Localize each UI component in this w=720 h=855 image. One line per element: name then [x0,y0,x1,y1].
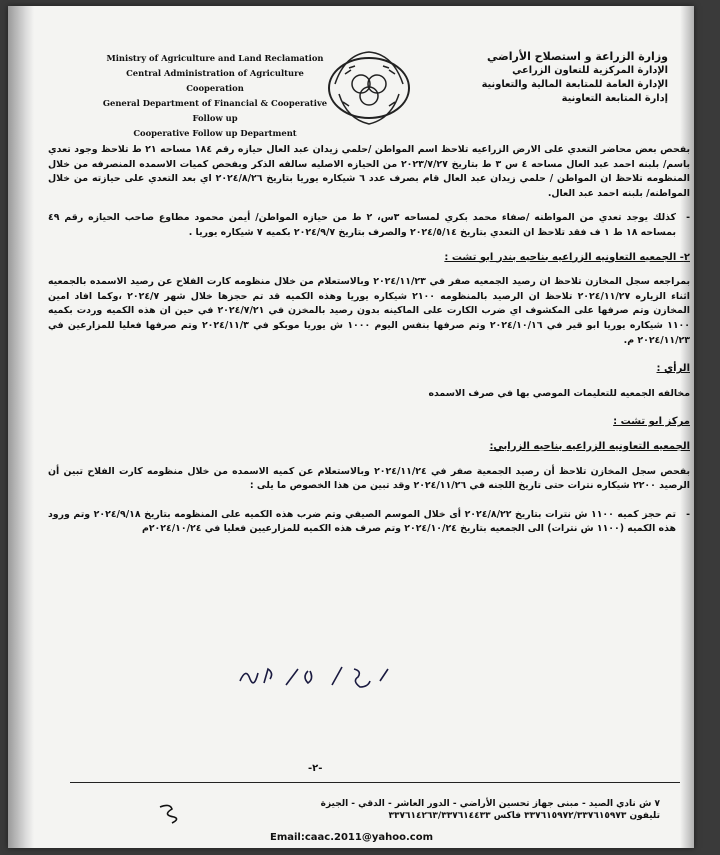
document-page [8,6,694,848]
handwritten-annotation [236,663,396,689]
paragraph-violation-2: كذلك يوجد تعدي من المواطنه /صفاء محمد بكري لمساحه ٣س، ٢ ط من حيازه المواطن/ أيمن محمود مطاوع صاحب الحيازه رقم ٤٩ بمساحه ١٨ ط ١ ف فقد تلاحظ ان التعدي بتاريخ ٢٠٢٤/٥/١٤ والصرف بتاريخ ٢٠٢٤/٩/٧ بكميه ٧ شيكاره يوريا . [48,212,677,238]
header-english [100,51,330,141]
footer-address: ٧ ش نادي الصيد - مبنى جهاز تحسين الأراضي - الدور العاشر - الدقي - الجيزة [320,799,660,809]
footer-email[interactable] [266,832,433,843]
header-ar-line: وزارة الزراعة و استصلاح الأراضي [487,50,668,63]
header-en-line: Central Administration of Agriculture Cooperation [126,68,304,93]
email-label: Email: [270,832,305,843]
signature-mark [156,801,182,827]
opinion-heading: الرأي : [656,363,690,375]
footer-phones: تليفون ٣٣٧٦١٥٩٧٢/٣٣٧٦١٥٩٧٣ فاكس ٣٣٧٦١٤٢٦٣/٣٣٧٦١٤٤٣٣ [388,811,660,821]
header-arabic [458,50,668,106]
section-heading-zarabi: الجمعيه التعاونيه الزراعيه بناحيه الزرابي: [489,440,690,452]
header-en-line: General Department of Financial & Cooperative Follow up [102,98,328,123]
paragraph-abu-tesht: بمراجعه سجل المخازن تلاحظ ان رصيد الجمعيه صفر في ٢٠٢٤/١١/٢٣ وبالاستعلام من خلال منظومه كارت الفلاح عن رصيد الاسمده بالجمعيه اثناء الزياره ٢٠٢٤/١١/٢٧ تلاحظ ان الرصيد بالمنظومه ٢١٠٠ شيكاره يوريا وهذه الكميه قد تم حجزها خلال شهر ٢٠٢٤/٧ ،وكما افاد امين المخازن وتم صرفها على المكشوف اي ضرب الكارت على الماكينه بدون رصيد بالمخزن في ٢٠٢٤/٧/٢١ في حين ان هذه الكميه وردت بكميه ١١٠٠ شيكاره يوريا ابو قير في ٢٠٢٤/١٠/١٦ وتم صرفها بنفس اليوم ١٠٠٠ ش يوريا موبكو في ٢٠٢٤/١١/٣ وتم صرفها فعليا للمزارعين في ٢٠٢٤/١١/٢٣ م. [48,276,691,346]
page-edge-shadow [8,6,34,848]
header-ar-line: إدارة المتابعة التعاونية [561,93,668,104]
header-en-line: Ministry of Agriculture and Land Reclamation [106,53,324,63]
center-heading: مركز ابو تشت : [613,416,690,428]
paragraph-zarabi-detail: تم حجز كميه ١١٠٠ ش نترات بتاريخ ٢٠٢٤/٨/٢٢ أى خلال الموسم الصيفي وتم ضرب هذه الكميه على المنظومه بتاريخ ٢٠٢٤/٩/١٨ وتم ورود هذه الكميه (١١٠٠ ش نترات) الى الجمعيه بتاريخ ٢٠٢٤/١٠/٢٤ وتم صرف هذه الكميه للمزارعيين فعليا في ٢٠٢٤/١٠/٢٤م [48,508,676,535]
header-ar-line: الإدارة العامة للمتابعة المالية والتعاونية [481,79,668,90]
ministry-logo [325,44,413,132]
paragraph-zarabi: بفحص سجل المخازن تلاحظ أن رصيد الجمعية صفر في ٢٠٢٤/١١/٢٤ وبالاستعلام عن كميه الاسمده من خلال منظومه كارت الفلاح تبين أن الرصيد ٢٢٠٠ شيكاره نترات حتى تاريخ اللجنه في ٢٠٢٤/١١/٢٦ وقد تبين من هذا الخصوص ما يلى : [48,465,691,492]
page-number: -٢- [308,763,323,774]
header-ar-line: الإدارة المركزية للتعاون الزراعي [512,65,668,76]
bullet-dash-icon: - [686,508,690,520]
header-en-line: Cooperative Follow up Department [133,128,297,138]
bullet-item [48,508,690,537]
letter-body [48,143,690,537]
section-heading-abu-tesht: ٢- الجمعيه التعاونيه الزراعيه بناحيه بندر ابو تشت : [444,251,690,263]
footer [100,798,660,822]
paragraph-opinion: مخالفه الجمعيه للتعليمات الموصي بها في صرف الاسمده [428,387,690,399]
paragraph-violation-1: بفحص بعض محاضر التعدي على الارض الزراعيه تلاحظ اسم المواطن /حلمي زيدان عبد العال حيازه رقم ١٨٤ مساحه ٢١ ط تلاحظ وجود تعدي باسم/ بلبنه احمد عبد العال مساحه ٤ س ٣ ط بتاريخ ٢٠٢٣/٧/٢٧ من الحيازه الاصليه سالفه الذكر وبفحص كميات الاسمده المنصرفه من خلال المنظومه تلاحظ ان المواطن / حلمي زيدان عبد العال قام بصرف عدد ٦ شيكاره يوريا بتاريخ ٢٠٢٤/٨/٢٦ اي بعد التعدي على حيازته من خلال المواطنه/ بلبنه احمد عبد العال. [48,144,690,199]
footer-divider [70,782,680,783]
bullet-item [48,211,690,240]
email-address[interactable]: caac.2011@yahoo.com [304,832,433,843]
bullet-dash-icon: - [686,212,690,224]
